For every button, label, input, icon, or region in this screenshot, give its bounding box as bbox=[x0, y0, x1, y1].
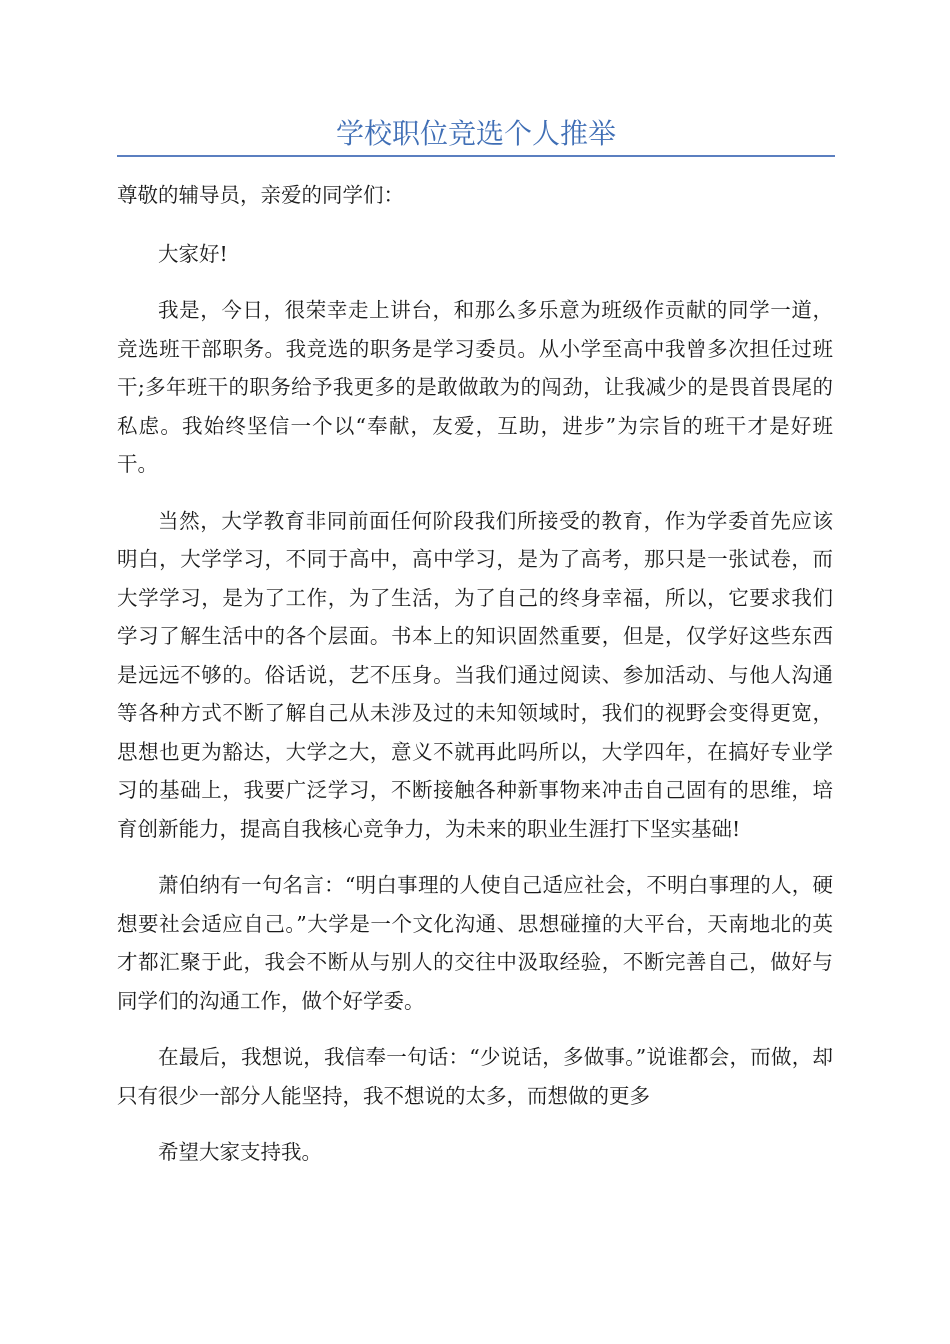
paragraph-greeting: 大家好! bbox=[158, 241, 228, 266]
paragraph-university-study: 当然，大学教育非同前面任何阶段我们所接受的教育，作为学委首先应该明白，大学学习，不同于高中，高中学习，是为了高考，那只是一张试卷，而大学学习，是为了工作，为了生活，为了自己的终身幸福，所以，它要求我们学习了解生活中的各个层面。书本上的知识固然重要，但是，仅学好这些东西是远远不够的。俗话说，艺不压身。当我们通过阅读、参加活动、与他人沟通等各种方式不断了解自己从未涉及过的未知领域时，我们的视野会变得更宽，思想也更为豁达，大学之大，意义不就再此吗所以，大学四年，在搞好专业学习的基础上，我要广泛学习，不断接触各种新事物来冲击自己固有的思维，培育创新能力，提高自我核心竞争力，为未来的职业生涯打下坚实基础! bbox=[117, 508, 833, 841]
paragraph-closing: 希望大家支持我。 bbox=[158, 1140, 322, 1164]
paragraph-conclusion: 在最后，我想说，我信奉一句话：“少说话，多做事。”说谁都会，而做，却只有很少一部分人能坚持，我不想说的太多，而想做的更多 bbox=[117, 1045, 833, 1108]
paragraph-quote: 萧伯纳有一句名言：“明白事理的人使自己适应社会，不明白事理的人，硬想要社会适应自己。”大学是一个文化沟通、思想碰撞的大平台，天南地北的英才都汇聚于此，我会不断从与别人的交往中汲取经验，不断完善自己，做好与同学们的沟通工作，做个好学委。 bbox=[117, 873, 833, 1013]
salutation: 尊敬的辅导员，亲爱的同学们： bbox=[117, 183, 404, 207]
paragraph-introduction: 我是，今日，很荣幸走上讲台，和那么多乐意为班级作贡献的同学一道，竞选班干部职务。我竞选的职务是学习委员。从小学至高中我曾多次担任过班干;多年班干的职务给予我更多的是敢做敢为的闯劲，让我减少的是畏首畏尾的私虑。我始终坚信一个以“奉献，友爱，互助，进步”为宗旨的班干才是好班干。 bbox=[117, 298, 833, 476]
document-body bbox=[117, 176, 833, 1190]
document-title: 学校职位竞选个人推举 bbox=[335, 117, 616, 150]
title-underline bbox=[117, 155, 835, 157]
